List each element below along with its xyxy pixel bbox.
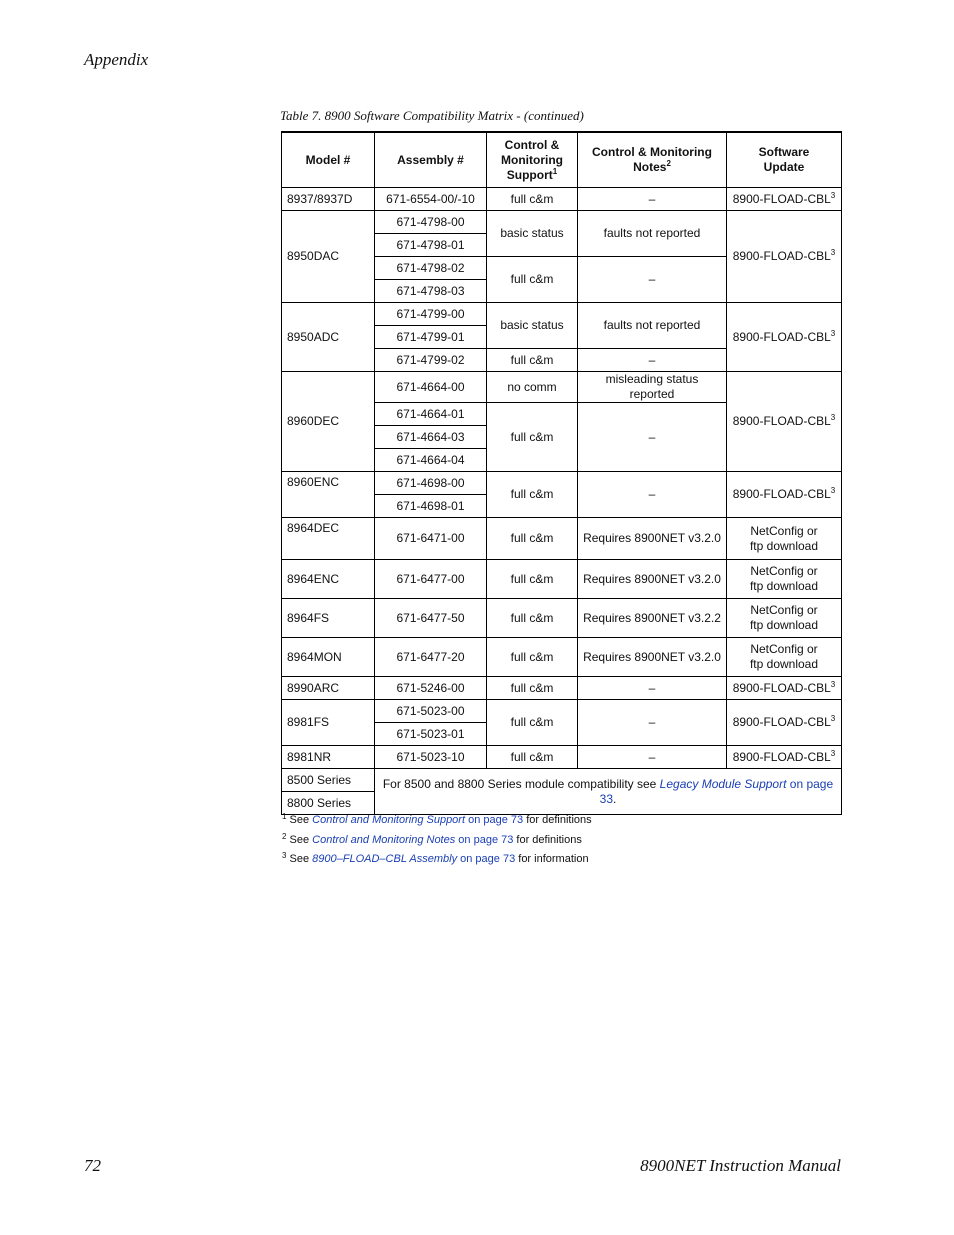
table-caption: Table 7. 8900 Software Compatibility Matrix - (continued) — [280, 108, 584, 123]
update-cell: NetConfig or ftp download — [727, 518, 842, 560]
model-cell: 8950ADC — [282, 303, 375, 372]
support-cell: full c&m — [487, 472, 578, 518]
table-row — [282, 560, 842, 599]
update-cell: 8900-FLOAD-CBL$^3$ — [727, 188, 842, 211]
legacy-module-support-link[interactable]: Legacy Module Support — [659, 776, 787, 791]
assembly-cell: 671-4698-01 — [375, 495, 487, 518]
support-cell: full c&m — [487, 403, 578, 472]
assembly-cell: 671-4664-01 — [375, 403, 487, 426]
compatibility-matrix-table — [281, 131, 842, 815]
notes-cell: – — [578, 746, 727, 769]
assembly-cell: 671-4798-03 — [375, 280, 487, 303]
table-row — [282, 769, 842, 792]
assembly-cell: 671-4798-02 — [375, 257, 487, 280]
legacy-note-cell: For 8500 and 8800 Series module compatibility see Legacy Module Support on page 33. — [375, 769, 842, 815]
header-notes: Control & Monitoring Notes$^2$ — [578, 132, 727, 188]
update-cell: 8900-FLOAD-CBL$^3$ — [727, 700, 842, 746]
notes-cell: – — [578, 257, 727, 303]
model-cell: 8964ENC — [282, 560, 375, 599]
notes-cell: faults not reported — [578, 303, 727, 349]
model-cell: 8937/8937D — [282, 188, 375, 211]
header-assembly: Assembly # — [375, 132, 487, 188]
support-cell: full c&m — [487, 257, 578, 303]
table-row — [282, 372, 842, 403]
support-cell: basic status — [487, 303, 578, 349]
support-cell: full c&m — [487, 349, 578, 372]
update-cell: 8900-FLOAD-CBL$^3$ — [727, 746, 842, 769]
assembly-cell: 671-4799-02 — [375, 349, 487, 372]
assembly-cell: 671-6477-50 — [375, 599, 487, 638]
update-cell: 8900-FLOAD-CBL$^3$ — [727, 472, 842, 518]
table-row — [282, 188, 842, 211]
notes-cell: – — [578, 700, 727, 746]
support-cell: full c&m — [487, 746, 578, 769]
assembly-cell: 671-5023-00 — [375, 700, 487, 723]
assembly-cell: 671-5023-01 — [375, 723, 487, 746]
update-cell: 8900-FLOAD-CBL$^3$ — [727, 372, 842, 472]
update-cell: 8900-FLOAD-CBL$^3$ — [727, 303, 842, 372]
control-monitoring-notes-link[interactable]: Control and Monitoring Notes — [312, 833, 456, 846]
notes-cell: – — [578, 349, 727, 372]
notes-cell: – — [578, 188, 727, 211]
table-row — [282, 638, 842, 677]
support-cell: full c&m — [487, 677, 578, 700]
support-cell: full c&m — [487, 599, 578, 638]
footnotes — [282, 811, 592, 870]
notes-cell: faults not reported — [578, 211, 727, 257]
notes-cell: Requires 8900NET v3.2.2 — [578, 599, 727, 638]
assembly-cell: 671-4698-00 — [375, 472, 487, 495]
table-header-row — [282, 132, 842, 188]
footnote-2: $^2$ See Control and Monitoring Notes on page 73 for definitions — [282, 831, 582, 846]
table-row — [282, 472, 842, 495]
support-cell: full c&m — [487, 700, 578, 746]
assembly-cell: 671-4799-00 — [375, 303, 487, 326]
notes-cell: – — [578, 403, 727, 472]
model-cell: 8964FS — [282, 599, 375, 638]
notes-cell: misleading status reported — [578, 372, 727, 403]
assembly-cell: 671-4664-00 — [375, 372, 487, 403]
header-support: Control & Monitoring Support$^1$ — [487, 132, 578, 188]
table-row — [282, 518, 842, 560]
model-cell: 8800 Series — [282, 792, 375, 815]
legacy-page-link[interactable]: on page 33 — [599, 776, 834, 806]
assembly-cell: 671-4798-00 — [375, 211, 487, 234]
support-cell: basic status — [487, 211, 578, 257]
footnote-1-page-link[interactable]: on page 73 — [468, 814, 524, 826]
table-row — [282, 211, 842, 234]
assembly-cell: 671-4664-03 — [375, 426, 487, 449]
update-cell: 8900-FLOAD-CBL$^3$ — [727, 211, 842, 303]
notes-cell: – — [578, 677, 727, 700]
table-row — [282, 677, 842, 700]
footnote-3: $^3$ See 8900–FLOAD–CBL Assembly on page 73 for information — [282, 851, 589, 865]
notes-cell: – — [578, 472, 727, 518]
model-cell: 8960ENC — [282, 472, 375, 518]
table-row — [282, 599, 842, 638]
update-cell: NetConfig or ftp download — [727, 560, 842, 599]
manual-title: 8900NET Instruction Manual — [640, 1156, 841, 1175]
model-cell: 8990ARC — [282, 677, 375, 700]
model-cell: 8964DEC — [282, 518, 375, 560]
support-cell: full c&m — [487, 560, 578, 599]
fload-cbl-assembly-link[interactable]: 8900–FLOAD–CBL Assembly — [312, 853, 458, 865]
control-monitoring-support-link[interactable]: Control and Monitoring Support — [312, 814, 466, 826]
assembly-cell: 671-6554-00/-10 — [375, 188, 487, 211]
header-model: Model # — [282, 132, 375, 188]
table-row — [282, 303, 842, 326]
assembly-cell: 671-4664-04 — [375, 449, 487, 472]
notes-cell: Requires 8900NET v3.2.0 — [578, 518, 727, 560]
model-cell: 8960DEC — [282, 372, 375, 472]
notes-cell: Requires 8900NET v3.2.0 — [578, 638, 727, 677]
table-row — [282, 746, 842, 769]
page-number: 72 — [84, 1156, 101, 1175]
assembly-cell: 671-4799-01 — [375, 326, 487, 349]
support-cell: full c&m — [487, 188, 578, 211]
model-cell: 8500 Series — [282, 769, 375, 792]
support-cell: full c&m — [487, 638, 578, 677]
footnote-2-page-link[interactable]: on page 73 — [458, 833, 514, 846]
assembly-cell: 671-5023-10 — [375, 746, 487, 769]
assembly-cell: 671-4798-01 — [375, 234, 487, 257]
support-cell: full c&m — [487, 518, 578, 560]
footnote-3-page-link[interactable]: on page 73 — [460, 853, 516, 865]
assembly-cell: 671-6471-00 — [375, 518, 487, 560]
update-cell: 8900-FLOAD-CBL$^3$ — [727, 677, 842, 700]
assembly-cell: 671-6477-20 — [375, 638, 487, 677]
model-cell: 8950DAC — [282, 211, 375, 303]
assembly-cell: 671-5246-00 — [375, 677, 487, 700]
header-update: Software Update — [727, 132, 842, 188]
model-cell: 8964MON — [282, 638, 375, 677]
table-row — [282, 700, 842, 723]
assembly-cell: 671-6477-00 — [375, 560, 487, 599]
footnote-1: $^1$ See Control and Monitoring Support on page 73 for definitions — [282, 812, 592, 826]
model-cell: 8981FS — [282, 700, 375, 746]
update-cell: NetConfig or ftp download — [727, 599, 842, 638]
update-cell: NetConfig or ftp download — [727, 638, 842, 677]
support-cell: no comm — [487, 372, 578, 403]
model-cell: 8981NR — [282, 746, 375, 769]
notes-cell: Requires 8900NET v3.2.0 — [578, 560, 727, 599]
running-header: Appendix — [84, 50, 149, 69]
